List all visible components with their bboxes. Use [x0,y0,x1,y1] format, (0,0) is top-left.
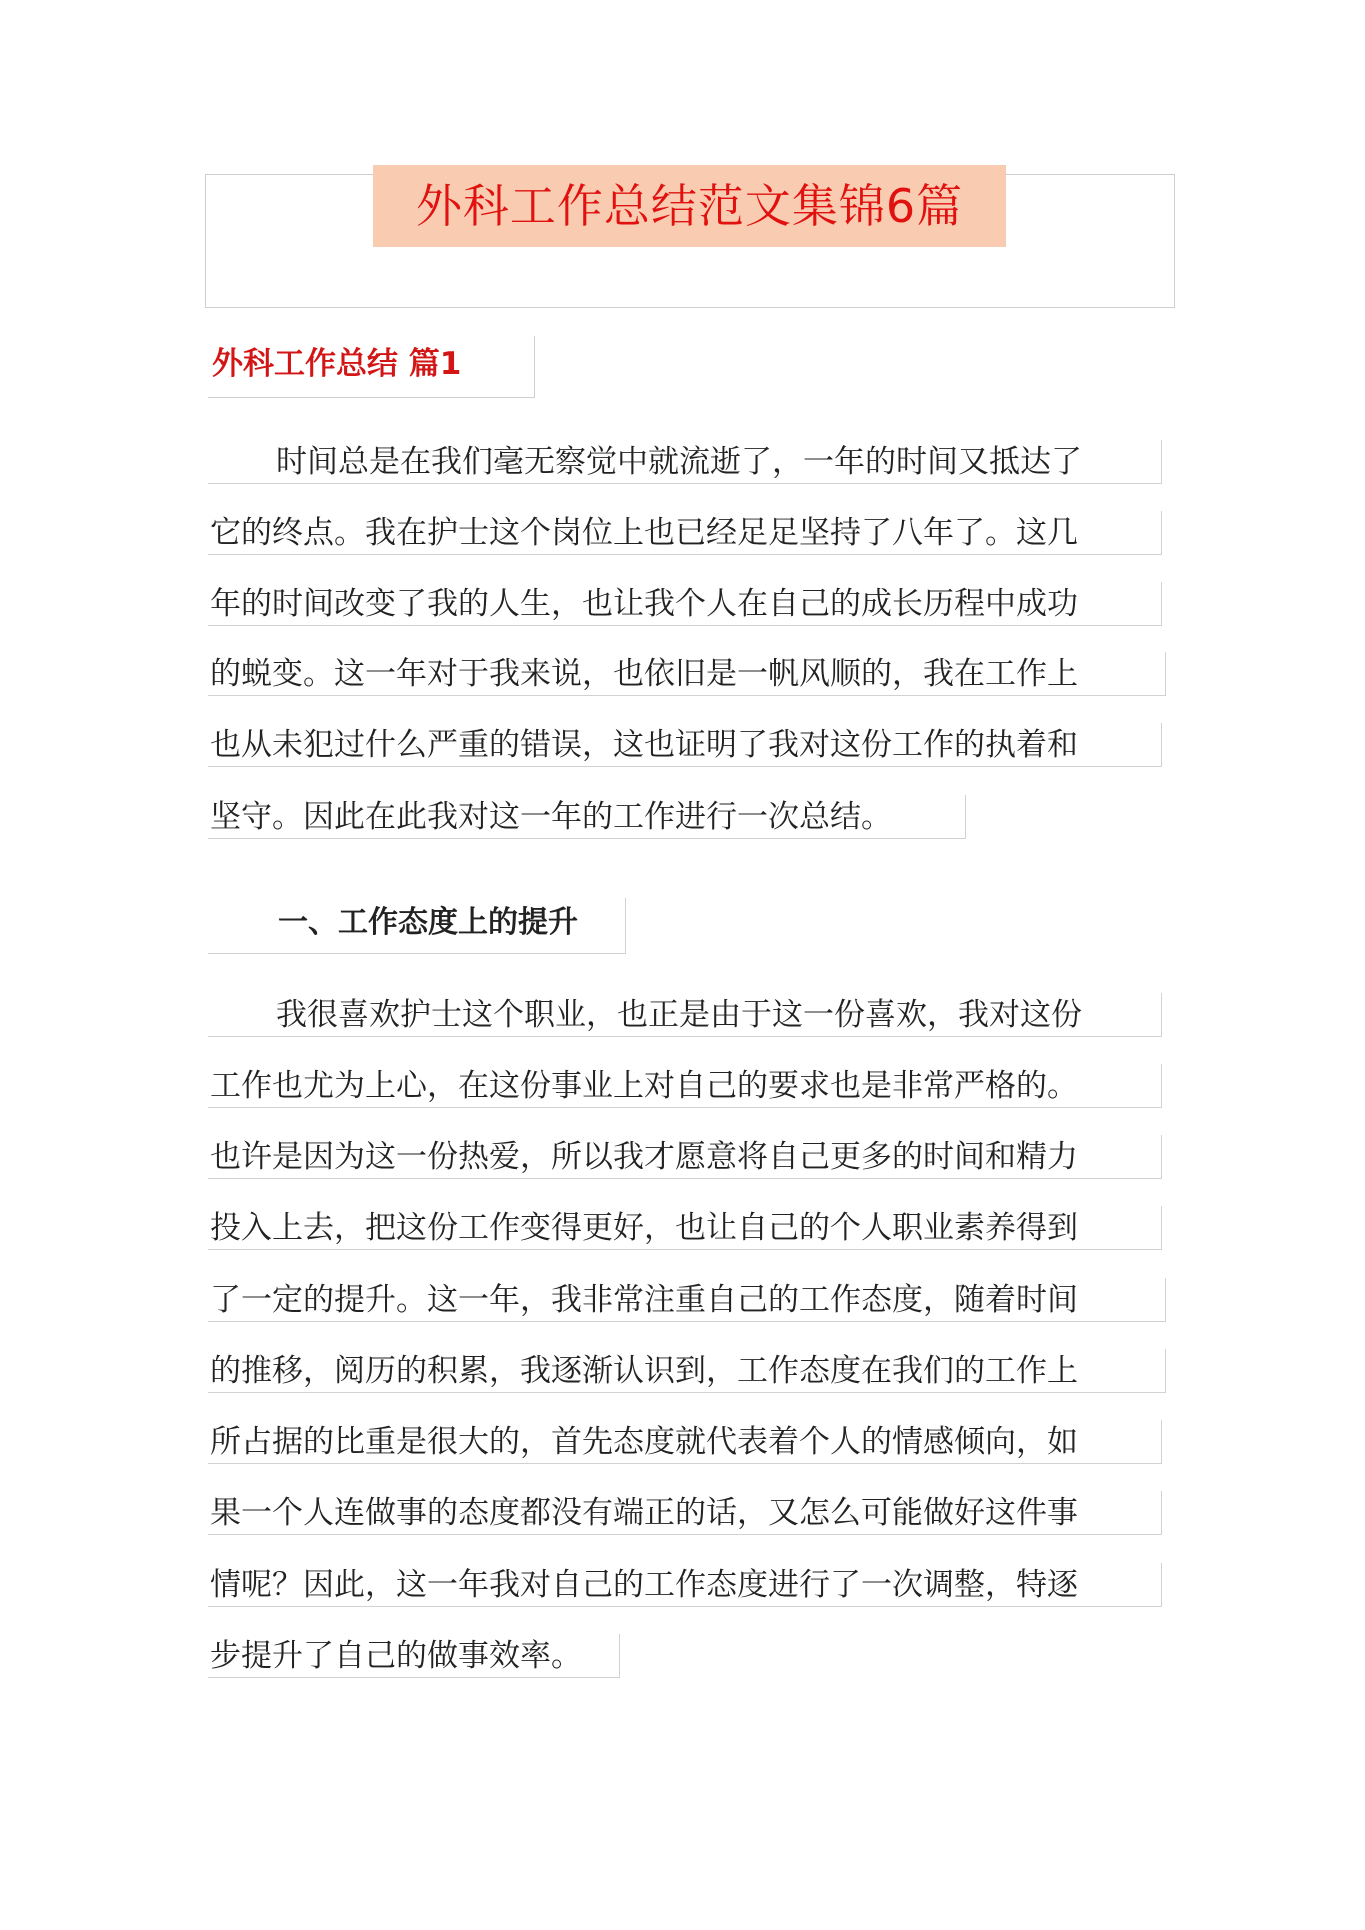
paragraph-line: 所占据的比重是很大的，首先态度就代表着个人的情感倾向，如 [208,1420,1162,1464]
section-title: 外科工作总结 篇1 [208,336,535,398]
document-title: 外科工作总结范文集锦6篇 [415,179,964,233]
paragraph-line: 情呢？因此，这一年我对自己的工作态度进行了一次调整，特逐 [208,1563,1162,1607]
paragraph-line: 工作也尤为上心，在这份事业上对自己的要求也是非常严格的。 [208,1064,1162,1108]
paragraph-line: 果一个人连做事的态度都没有端正的话，又怎么可能做好这件事 [208,1491,1162,1535]
paragraph-line: 也从未犯过什么严重的错误，这也证明了我对这份工作的执着和 [208,723,1162,767]
paragraph-line: 时间总是在我们毫无察觉中就流逝了，一年的时间又抵达了 [208,440,1162,484]
paragraph-line: 也许是因为这一份热爱，所以我才愿意将自己更多的时间和精力 [208,1135,1162,1179]
paragraph-line: 投入上去，把这份工作变得更好，也让自己的个人职业素养得到 [208,1206,1162,1250]
paragraph-line: 的蜕变。这一年对于我来说，也依旧是一帆风顺的，我在工作上 [208,652,1166,696]
paragraph-line: 的推移，阅历的积累，我逐渐认识到，工作态度在我们的工作上 [208,1349,1166,1393]
paragraph-line: 年的时间改变了我的人生，也让我个人在自己的成长历程中成功 [208,582,1162,626]
paragraph-line: 步提升了自己的做事效率。 [208,1634,620,1678]
subheading: 一、工作态度上的提升 [208,898,626,954]
paragraph-line: 坚守。因此在此我对这一年的工作进行一次总结。 [208,795,966,839]
paragraph-line: 它的终点。我在护士这个岗位上也已经足足坚持了八年了。这几 [208,511,1162,555]
paragraph-line: 我很喜欢护士这个职业，也正是由于这一份喜欢，我对这份 [208,993,1162,1037]
paragraph-line: 了一定的提升。这一年，我非常注重自己的工作态度，随着时间 [208,1278,1166,1322]
